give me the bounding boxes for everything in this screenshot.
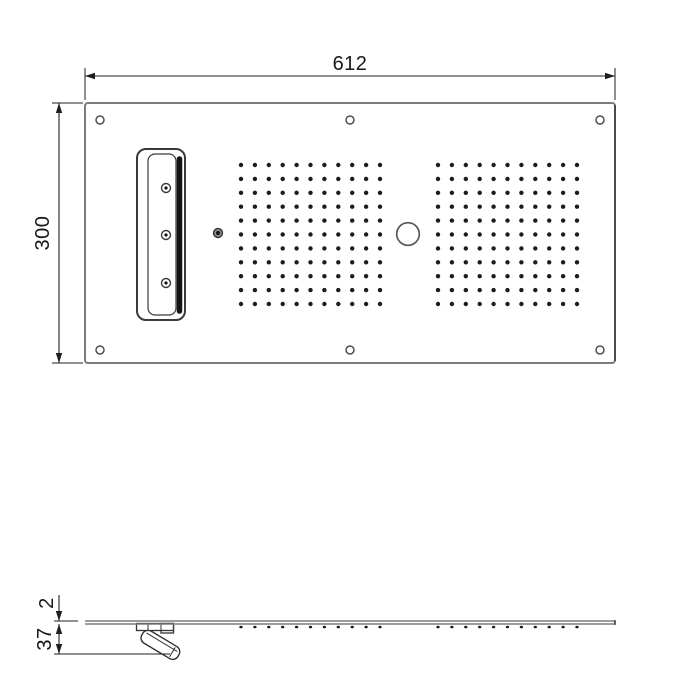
- mounting-hole: [96, 346, 104, 354]
- mounting-hole: [596, 116, 604, 124]
- nozzle-tip: [520, 626, 523, 629]
- nozzle-tip: [253, 626, 256, 629]
- dimension-depth-label: 37: [34, 627, 56, 651]
- nozzle-tip: [364, 626, 367, 629]
- nozzle-tip: [323, 626, 326, 629]
- center-opening: [397, 223, 420, 246]
- top-view: [85, 103, 615, 363]
- nozzle-tip: [239, 626, 242, 629]
- nozzle-tip: [309, 626, 312, 629]
- nozzle-tip: [351, 626, 354, 629]
- mounting-hole: [346, 346, 354, 354]
- nozzle-tip: [492, 626, 495, 629]
- mounting-hole: [346, 116, 354, 124]
- nozzle-tip: [295, 626, 298, 629]
- nozzle-tip: [464, 626, 467, 629]
- nozzle-tip: [267, 626, 270, 629]
- nozzle-tip: [281, 626, 284, 629]
- nozzle-tip: [561, 626, 564, 629]
- waterfall-module: [137, 149, 185, 320]
- dimension-width-label: 612: [332, 53, 368, 75]
- nozzle-tip: [337, 626, 340, 629]
- spout-side: [137, 624, 183, 662]
- nozzle-tip: [436, 626, 439, 629]
- nozzle-tip: [575, 626, 578, 629]
- dimension-thickness-label: 2: [36, 597, 58, 609]
- side-view: [85, 620, 615, 661]
- nozzle-tip: [378, 626, 381, 629]
- nozzle-tip: [478, 626, 481, 629]
- nozzle-tip: [534, 626, 537, 629]
- mounting-hole: [596, 346, 604, 354]
- nozzle-tip: [506, 626, 509, 629]
- dimension-height-label: 300: [32, 215, 54, 251]
- mounting-hole: [96, 116, 104, 124]
- nozzle-tip: [548, 626, 551, 629]
- nozzle-tip: [450, 626, 453, 629]
